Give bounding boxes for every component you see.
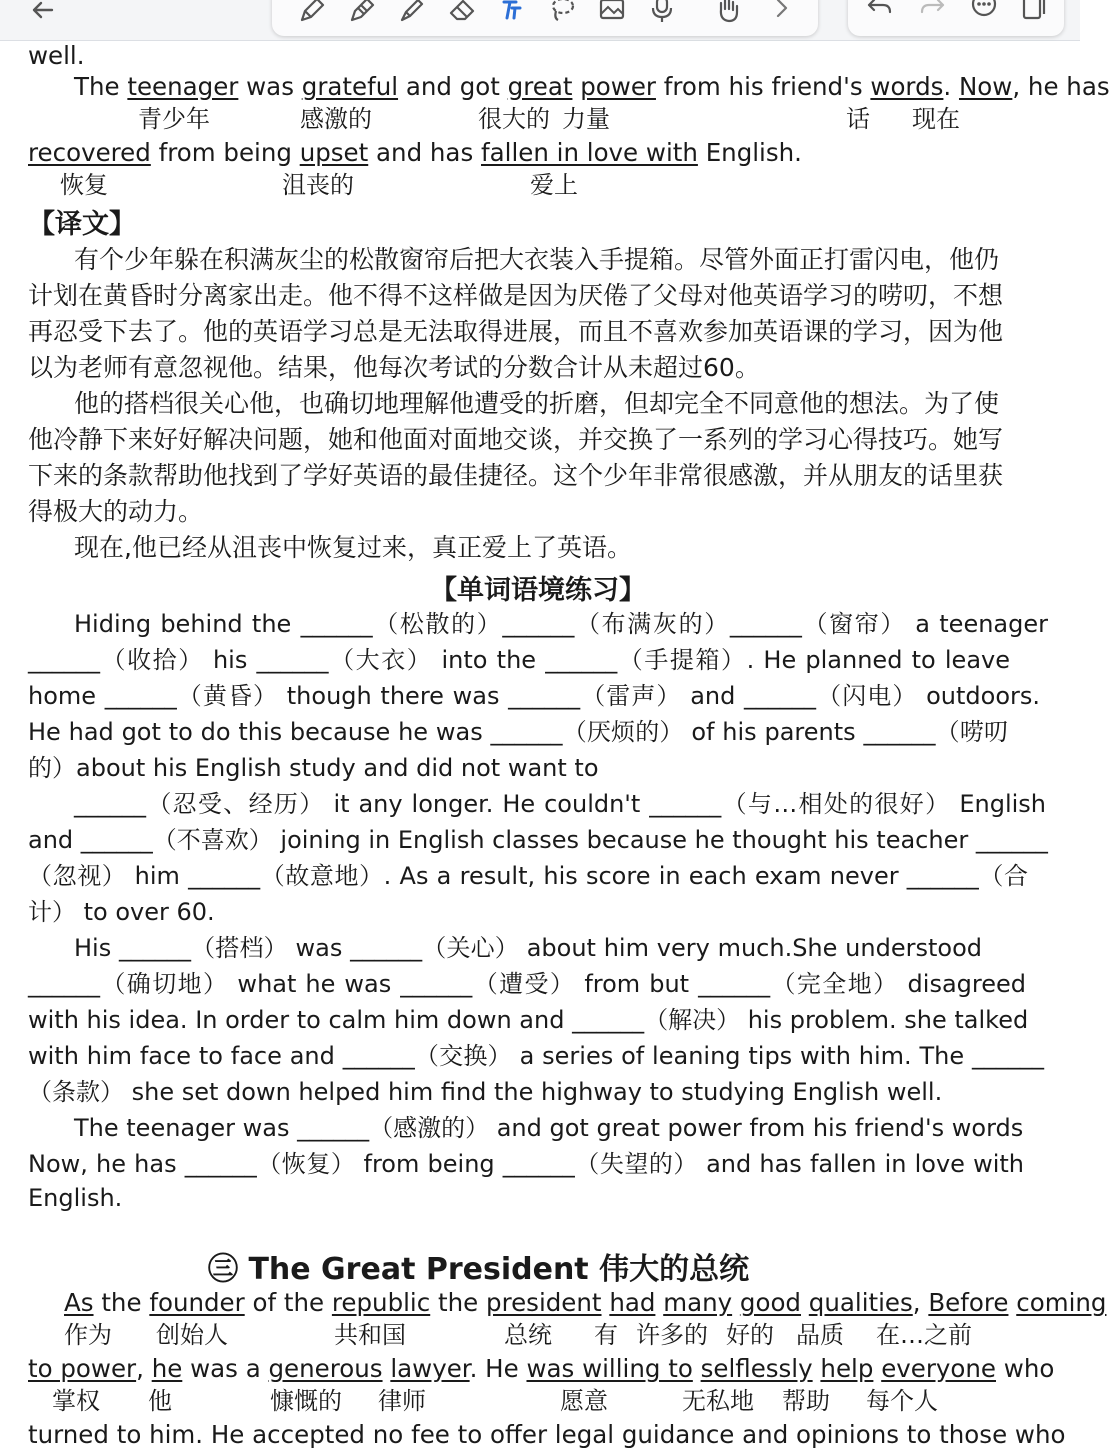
gloss: 有 <box>594 1321 618 1349</box>
gloss: 无私地 <box>682 1387 754 1415</box>
image-icon[interactable] <box>596 0 628 26</box>
gloss: 帮助 <box>782 1387 830 1415</box>
gloss: 愿意 <box>560 1387 608 1415</box>
translation-line: 下来的条款帮助他找到了学好英语的最佳捷径。这个少年非常很感激，并从朋友的话里获 <box>28 461 1004 490</box>
passage-line <box>74 72 1110 102</box>
vocab-word: help <box>820 1354 874 1383</box>
text: English. <box>697 138 802 167</box>
vocab-word: good <box>739 1288 801 1317</box>
vocab-word: Before <box>928 1288 1009 1317</box>
text <box>732 1288 740 1317</box>
vocab-word: generous <box>268 1354 383 1383</box>
text: from his friend's <box>655 72 871 101</box>
vocab-word: coming <box>1016 1288 1107 1317</box>
gloss: 许多的 <box>636 1321 708 1349</box>
translation-line: 他的搭档很关心他，也确切地理解他遭受的折磨，但却完全不同意他的想法。为了使 <box>74 389 1000 418</box>
exercise-line: and ______（不喜欢） joining in English classes because he thought his teacher ______ <box>28 826 1048 854</box>
exercise-line: 的）about his English study and did not want to <box>28 754 599 782</box>
translation-line: 现在,他已经从沮丧中恢复过来，真正爱上了英语。 <box>74 533 632 562</box>
gloss: 好的 <box>726 1321 774 1349</box>
exercise-line: ______（收拾） his ______（大衣） into the ______（手提箱）. He planned to leave <box>28 646 1010 674</box>
gloss: 律师 <box>378 1387 426 1415</box>
vocab-word: had <box>609 1288 656 1317</box>
gloss: 恢复 <box>60 171 108 199</box>
exercise-line: with his idea. In order to calm him down and ______（解决） his problem. she talked <box>28 1006 1029 1034</box>
text: from being <box>150 138 300 167</box>
gloss: 在…之前 <box>876 1321 972 1349</box>
passage-line: turned to him. He accepted no fee to offer legal guidance and opinions to those who <box>28 1420 1066 1449</box>
gloss: 创始人 <box>156 1321 228 1349</box>
gloss: 沮丧的 <box>282 171 354 199</box>
exercise-line: （忽视） him ______（故意地）. As a result, his score in each exam never ______（合 <box>28 862 1028 890</box>
vocab-word: fallen in love with <box>481 138 698 167</box>
gloss: 慷慨的 <box>270 1387 342 1415</box>
gloss: 话 <box>846 105 870 133</box>
translation-line: 他冷静下来好好解决问题，她和他面对面地交谈，并交换了一系列的学习心得技巧。她写 <box>28 425 1004 454</box>
exercise-line: ______（确切地） what he was ______（遭受） from but ______（完全地） disagreed <box>28 970 1026 998</box>
text <box>801 1288 809 1317</box>
gloss: 很大的 <box>478 105 550 133</box>
text: . He <box>469 1354 527 1383</box>
exercise-line: The teenager was ______（感激的） and got great power from his friend's words <box>74 1114 1024 1142</box>
vocab-word: As <box>64 1288 94 1317</box>
text: of the <box>244 1288 332 1317</box>
lasso-icon[interactable] <box>546 0 578 26</box>
exercise-line: （条款） she set down helped him find the highway to studying English well. <box>28 1078 943 1106</box>
exercise-line: home ______（黄昏） though there was ______（雷声） and ______（闪电） outdoors. <box>28 682 1040 710</box>
gloss: 青少年 <box>138 105 210 133</box>
vocab-word: selflessly <box>700 1354 813 1383</box>
translation-line: 得极大的动力。 <box>28 497 204 526</box>
exercise-line: English. <box>28 1184 123 1212</box>
text: the <box>430 1288 487 1317</box>
passage-line <box>28 1354 1054 1384</box>
marker-icon[interactable] <box>396 0 428 26</box>
pen-icon[interactable] <box>296 0 328 26</box>
text: , <box>136 1354 152 1383</box>
vocab-word: words <box>870 72 944 101</box>
text: , <box>912 1288 929 1317</box>
exercise-heading: 【单词语境练习】 <box>430 575 646 606</box>
vocab-word: upset <box>299 138 369 167</box>
back-arrow-icon[interactable] <box>26 0 58 26</box>
text: and has <box>368 138 481 167</box>
gloss: 每个人 <box>866 1387 938 1415</box>
text <box>693 1354 701 1383</box>
vocab-word: grateful <box>301 72 399 101</box>
text: was a <box>182 1354 269 1383</box>
vocab-word: was willing to <box>526 1354 693 1383</box>
vocab-word: recovered <box>28 138 151 167</box>
microphone-icon[interactable] <box>646 0 678 26</box>
vocab-word: lawyer <box>390 1354 470 1383</box>
passage-line <box>64 1288 1106 1318</box>
translation-line: 以为老师有意忽视他。结果，他每次考试的分数合计从未超过60。 <box>28 353 760 382</box>
exercise-line: He had got to do this because he was ______（厌烦的） of his parents ______（唠叨 <box>28 718 1008 746</box>
vocab-word: great <box>507 72 573 101</box>
vocab-word: qualities <box>808 1288 913 1317</box>
passage-line: well. <box>28 41 85 70</box>
gloss: 力量 <box>562 105 610 133</box>
eraser-icon[interactable] <box>446 0 478 26</box>
gloss: 爱上 <box>530 171 578 199</box>
text: was <box>238 72 302 101</box>
exercise-line: Now, he has ______（恢复） from being ______（失望的） and has fallen in love with <box>28 1150 1024 1178</box>
exercise-line: ______（忍受、经历） it any longer. He couldn't ______（与…相处的很好） English <box>74 790 1046 818</box>
vocab-word: many <box>663 1288 733 1317</box>
exercise-line: with him face to face and ______（交换） a series of leaning tips with him. The ______ <box>28 1042 1044 1070</box>
exercise-line: Hiding behind the ______（松散的）______（布满灰的）______（窗帘） a teenager <box>74 610 1048 638</box>
chevron-right-icon[interactable] <box>766 0 798 26</box>
vocab-word: republic <box>331 1288 431 1317</box>
vocab-word: Now <box>958 72 1013 101</box>
vocab-word: founder <box>149 1288 245 1317</box>
text: The <box>74 72 128 101</box>
toolbar <box>0 0 1080 41</box>
translation-line: 计划在黄昏时分离家出走。他不得不这样做是因为厌倦了父母对他英语学习的唠叨，不想 <box>28 281 1004 310</box>
translation-heading: 【译文】 <box>28 209 136 240</box>
vocab-word: he <box>151 1354 183 1383</box>
hand-icon[interactable] <box>712 0 744 26</box>
gloss: 总统 <box>504 1321 552 1349</box>
gloss: 他 <box>148 1387 172 1415</box>
passage-line <box>28 138 802 168</box>
text: and got <box>398 72 508 101</box>
translation-line: 有个少年躲在积满灰尘的松散窗帘后把大衣装入手提箱。尽管外面正打雷闪电，他仍 <box>74 245 1000 274</box>
vocab-word: everyone <box>881 1354 996 1383</box>
vocab-word: teenager <box>127 72 239 101</box>
vocab-word: to power <box>28 1354 137 1383</box>
text: , he has <box>1012 72 1110 101</box>
exercise-line: His ______（搭档） was ______（关心） about him very much.She understood <box>74 934 982 962</box>
text: . <box>943 72 959 101</box>
redo-icon[interactable] <box>916 0 948 26</box>
highlighter-icon[interactable] <box>346 0 378 26</box>
vocab-word: power <box>580 72 656 101</box>
gloss: 掌权 <box>52 1387 100 1415</box>
translation-line: 再忍受下去了。他的英语学习总是无法取得进展，而且不喜欢参加英语课的学习，因为他 <box>28 317 1004 346</box>
gloss: 感激的 <box>300 105 372 133</box>
gloss: 共和国 <box>334 1321 406 1349</box>
vocab-word: president <box>486 1288 602 1317</box>
text-tool-icon[interactable] <box>496 0 528 26</box>
exercise-line: 计） to over 60. <box>28 898 215 926</box>
text: who <box>996 1354 1055 1383</box>
gloss: 品质 <box>796 1321 844 1349</box>
section-heading: ㊂ The Great President 伟大的总统 <box>208 1252 750 1287</box>
text: the <box>93 1288 150 1317</box>
gloss: 现在 <box>912 105 960 133</box>
gloss: 作为 <box>64 1321 112 1349</box>
pages-icon[interactable] <box>1018 0 1050 26</box>
undo-icon[interactable] <box>864 0 896 26</box>
more-icon[interactable] <box>968 0 1000 26</box>
